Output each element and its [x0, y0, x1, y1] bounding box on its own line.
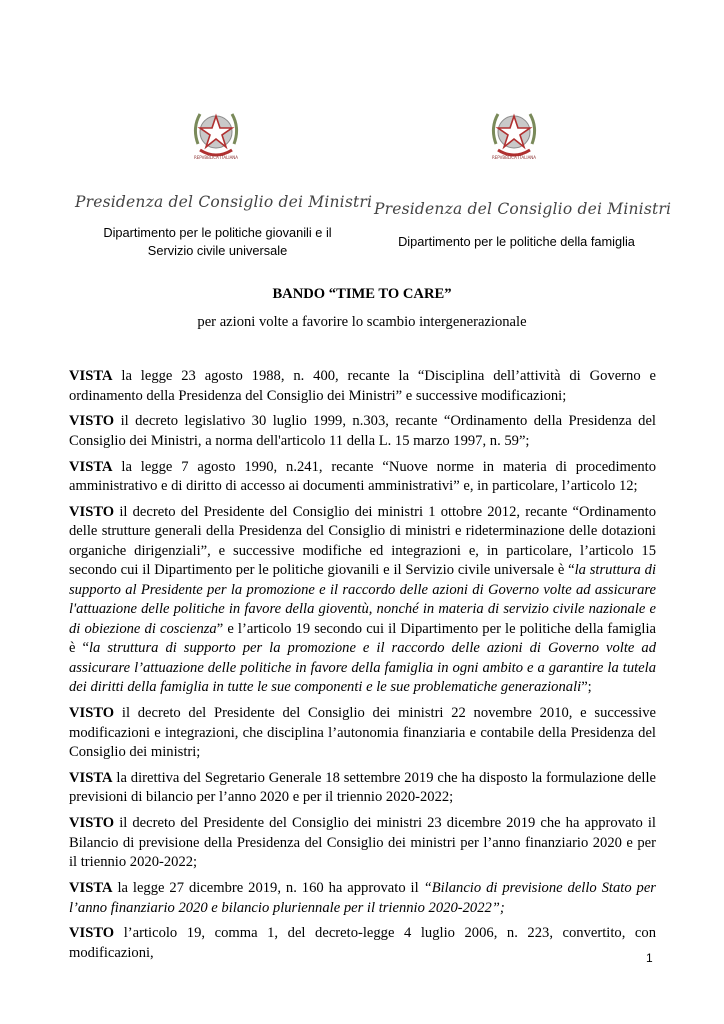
department-name-right: Dipartimento per le politiche della famiglia	[398, 234, 635, 249]
document-title: BANDO “TIME TO CARE”	[272, 286, 452, 302]
paragraph	[69, 769, 656, 808]
paragraph	[69, 412, 656, 451]
department-name-left-line-1: Dipartimento per le politiche giovanili e il	[103, 225, 332, 240]
paragraph-keyword: VISTO	[69, 503, 115, 520]
paragraph-text: il decreto del Presidente del Consiglio dei ministri 22 novembre 2010, e successive modificazioni e integrazioni, che disciplina l’autonomia finanziaria e contabile della Presidenza del Consiglio dei ministri;	[69, 705, 656, 761]
italian-republic-emblem-right	[488, 104, 540, 164]
paragraph-text: la legge 27 dicembre 2019, n. 160 ha approvato il	[112, 880, 424, 897]
svg-text:REPVBBLICA ITALIANA: REPVBBLICA ITALIANA	[491, 155, 537, 160]
presidency-script-title-right: Presidenza del Consiglio dei Ministri	[374, 200, 672, 218]
document-body	[69, 367, 656, 970]
presidency-script-title-left: Presidenza del Consiglio dei Ministri	[75, 193, 373, 211]
paragraph-keyword: VISTO	[69, 925, 115, 942]
document-subtitle: per azioni volte a favorire lo scambio intergenerazionale	[197, 314, 527, 330]
paragraph-text: il decreto del Presidente del Consiglio dei ministri 23 dicembre 2019 che ha approvato il Bilancio di previsione della Presidenza del Consiglio dei ministri per l’anno finanziario 2020 e per il triennio 2020-2022;	[69, 815, 656, 871]
paragraph	[69, 924, 656, 963]
paragraph-keyword: VISTA	[69, 458, 113, 475]
paragraph-text: il decreto del Presidente del Consiglio dei ministri 1 ottobre 2012, recante “Ordinamento delle strutture generali della Presidenza del Consiglio di ministri e rideterminazione delle dotazioni organiche dirigenziali”, e successive modifiche ed integrazioni e, in particolare, l’articolo 15 secondo cui il Dipartimento per le politiche giovanili e il Servizio civile universale è “	[69, 503, 656, 579]
paragraph-keyword: VISTO	[69, 815, 115, 832]
paragraph-keyword: VISTA	[69, 880, 113, 897]
paragraph-italic-text: la struttura di supporto per la promozione e il raccordo delle azioni di Governo volte ad assicurare l’attuazione delle politiche in favore della famiglia in ogni ambito e a garantire la tutela dei diritti della famiglia in tutte le sue componenti e le sue problematiche generazionali	[69, 640, 656, 696]
paragraph-text: ”;	[581, 679, 592, 696]
paragraph	[69, 879, 656, 918]
department-name-left-line-2: Servizio civile universale	[147, 243, 288, 258]
paragraph-text: l’articolo 19, comma 1, del decreto-legge 4 luglio 2006, n. 223, convertito, con modificazioni,	[69, 925, 656, 961]
paragraph-text: la direttiva del Segretario Generale 18 settembre 2019 che ha disposto la formulazione delle previsioni di bilancio per l’anno 2020 e per il triennio 2020-2022;	[69, 769, 656, 806]
header-left-block	[75, 193, 373, 260]
paragraph	[69, 458, 656, 497]
paragraph-keyword: VISTA	[69, 769, 113, 786]
header-right-block	[374, 200, 672, 251]
department-name-left	[75, 224, 360, 260]
paragraph-italic-text: “Bilancio di previsione dello Stato per l’anno finanziario 2020 e bilancio pluriennale per il triennio 2020-2022”;	[69, 880, 656, 916]
page-number: 1	[646, 951, 653, 965]
paragraph-keyword: VISTO	[69, 705, 115, 722]
paragraph-italic-text: la struttura di supporto al Presidente per la promozione e il raccordo delle azioni di Governo volte ad assicurare l'attuazione delle politiche in favore della gioventù, nonché in materia di servizio civile nazionale e di obiezione di coscienza	[69, 562, 657, 637]
paragraph-text: ” e l’articolo 19 secondo cui il Dipartimento per le politiche della famiglia è “	[69, 620, 656, 657]
paragraph-text: la legge 23 agosto 1988, n. 400, recante la “Disciplina dell’attività di Governo e ordinamento della Presidenza del Consiglio dei Ministri” e successive modificazioni;	[69, 368, 656, 404]
paragraph	[69, 503, 656, 698]
paragraph-keyword: VISTA	[69, 368, 113, 384]
paragraph	[69, 814, 656, 873]
paragraph-text: il decreto legislativo 30 luglio 1999, n.303, recante “Ordinamento della Presidenza del Consiglio dei Ministri, a norma dell'articolo 11 della L. 15 marzo 1997, n. 59”;	[69, 413, 656, 449]
paragraph	[69, 704, 656, 763]
paragraph-keyword: VISTO	[69, 413, 115, 430]
svg-text:REPVBBLICA ITALIANA: REPVBBLICA ITALIANA	[193, 155, 239, 160]
paragraph-text: la legge 7 agosto 1990, n.241, recante “Nuove norme in materia di procedimento amministrativo e di diritto di accesso ai documenti amministrativi” e, in particolare, l’articolo 12;	[69, 458, 656, 495]
paragraph	[69, 367, 656, 406]
italian-republic-emblem-left	[190, 104, 242, 164]
